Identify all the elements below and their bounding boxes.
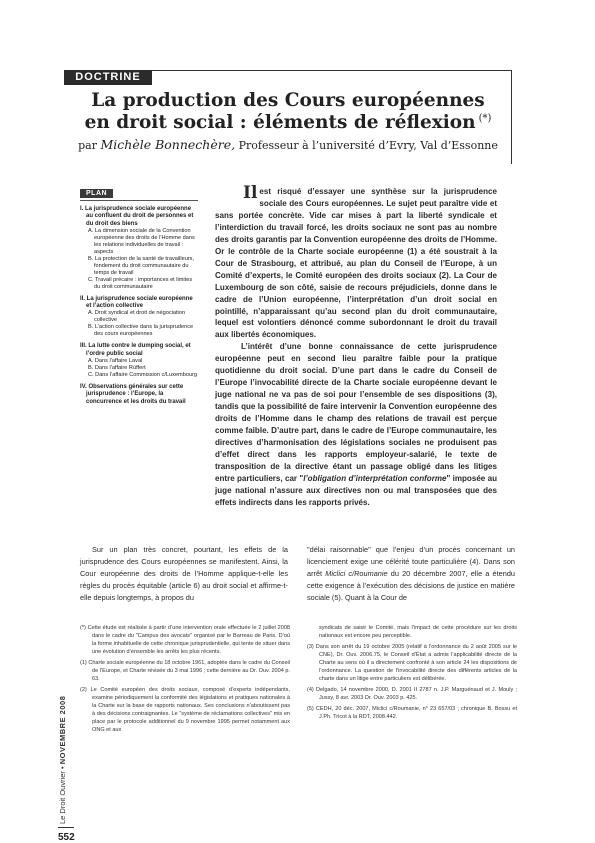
footnote-mark: (4) <box>307 687 314 693</box>
article-title-line2-text: en droit social : éléments de réflexion <box>84 112 476 133</box>
plan-box <box>80 182 198 406</box>
plan-section: I. La jurisprudence sociale européenne au confluent du droit de personnes et du droit des biens <box>80 206 194 227</box>
plan-item: B. Dans l’affaire Rüffert <box>88 365 146 372</box>
footnote-mark: (*) <box>80 625 86 631</box>
article-title-line1: La production des Cours européennes <box>91 90 485 111</box>
plan-section: III. La lutte contre le dumping social, et l’ordre public social <box>80 343 191 357</box>
footnotes-column-2 <box>307 624 517 724</box>
footnote-text: CEDH, 20 déc. 2007, Miclici c/Roumanie, n° 23 657/03 ; chronique B. Bossu et J.Ph. Tricot à la RDT, 2008.442. <box>315 706 517 720</box>
journal-name: Le Droit Ouvrier <box>58 771 67 824</box>
article-title-line2 <box>64 112 512 133</box>
plan-item: A. La dimension sociale de la Convention européenne des droits de l’Homme dans les relations individuelles de travail : aspects <box>88 227 195 255</box>
plan-item: B. L’action collective dans la jurisprudence des cours européennes <box>88 324 194 338</box>
intro-text <box>215 183 497 509</box>
body-column-2 <box>307 544 515 604</box>
byline-prefix: par <box>78 139 97 152</box>
title-footnote-mark: (*) <box>478 112 492 124</box>
author-name: Michèle Bonnechère, <box>100 137 236 152</box>
footnote-text: Charte sociale européenne du 18 octobre 1961, adoptée dans le cadre du Conseil de l’Europe, et Charte révisée du 3 mai 1996 ; cette dernière au Dr. Ouv. 2004 p. 63. <box>88 660 291 682</box>
body-text-a: "délai raisonnable" que l’enjeu d’un procès concernant un licenciement exige une célérité toute particulière (4). Dans son arrêt <box>307 545 515 579</box>
intro-paragraph-2-text-b: " imposée au juge national n’assure aux directives non ou mal transposées que des effets indirects dans les rapports privés. <box>215 473 497 507</box>
footnote <box>307 705 517 721</box>
plan-item: B. La protection de la santé de travailleurs, fondement du droit communautaire du temps de travail <box>88 255 195 276</box>
body-text-b: du 20 décembre 2007, elle a étendu cette exigence à l’exécution des décisions de justice en matière sociale (5). Quant à la Cour de <box>307 569 516 603</box>
section-tag: DOCTRINE <box>64 70 152 85</box>
page-number: 552 <box>58 832 75 843</box>
footnote-text: Le Comité européen des droits sociaux, composé d’experts indépendants, examine périodiquement la conformité des législations et pratiques nationales à la Charte sur la base de rapports nationaux. Ses conclusions n’aboutissent pas à des décisions contraignantes. Le "système de réclamations collectives" mis en place par le protocole additionnel du 9 novembre 1995 permet notamment aux ONG et aux <box>90 687 290 733</box>
plan-section: IV. Observations générales sur cette jurisprudence : l’Europe, la concurrence et les droits du travail <box>80 384 186 405</box>
footnote-text: Dans son arrêt du 19 octobre 2005 (relatif à l’ordonnance du 2 août 2005 sur le CNE), Dr. Ouv. 2006.75, le Conseil d’État a admis l’applicabilité directe de la Charte au sens où il a directement confronté à son article 24 les dispositions de l’ordonnance. La question de l’invocabilité directe des différents articles de la charte dans un litige entre particuliers est délibérée. <box>315 644 517 682</box>
footnote-text: Cette étude est réalisée à partir d’une intervention orale effectuée le 2 juillet 2008 dans le cadre du "Campus des avocats" organisé par le Barreau de Paris. D’où la forme inhabituelle de cette chronique jurisprudentielle, qui tente de situer dans une évolution d’ensemble les arrêts les plus récents. <box>87 625 290 655</box>
plan-item: A. Dans l’affaire Laval <box>88 358 143 365</box>
footnote-mark: (2) <box>80 687 87 693</box>
author-affiliation: Professeur à l’université d’Evry, Val d’Essonne <box>238 139 498 152</box>
footnote-mark: (3) <box>307 644 314 650</box>
intro-paragraph-2-text-a: L’intérêt d’une bonne connaissance de cette jurisprudence européenne peut en second lieu paraître faible pour la pratique quotidienne du droit social. D’une part dans le cadre du Conseil de l’Europe l’invocabilité directe de la Charte sociale européenne devant le juge national ne va pas de soi pour l’ensemble de ses dispositions (3), tandis que la possibilité de faire intervenir la Convention européenne des droits de l’Homme dans le champ des relations de travail est perçue comme faible. D’autre part, dans le cadre de l’Europe communautaire, les directives d’harmonisation des législations sociales ne produisent pas d’effet direct dans les rapports employeur-salarié, le texte de transposition de la directive étant un passage obligé dans les litiges entre particuliers, car " <box>215 342 497 483</box>
journal-running-head <box>58 606 67 824</box>
plan-divider <box>80 200 198 201</box>
journal-sidebar <box>58 606 68 824</box>
byline <box>64 137 512 152</box>
body-paragraph: Sur un plan très concret, pourtant, les effets de la jurisprudence des Cours européennes se manifestent. Ainsi, la Cour européenne des droits de l’Homme applique-t-elle les règles du procès équitable (article 6) au droit social et affirme-t-elle depuis longtemps, à propos du <box>80 545 288 603</box>
plan-item: A. Droit syndical et droit de négociation collective <box>88 310 186 324</box>
plan-item: C. Dans l’affaire Commission c/Luxembourg <box>88 372 198 379</box>
issue-date: NOVEMBRE 2008 <box>58 695 67 765</box>
body-column-1 <box>80 544 288 604</box>
plan-tag: PLAN <box>80 189 113 198</box>
footnote-mark: (5) <box>307 706 314 712</box>
footnote <box>80 686 290 734</box>
drop-cap: Il <box>243 183 258 203</box>
page-number-rule <box>58 827 74 828</box>
separator-bullet: • <box>58 766 67 769</box>
footnote-mark: (1) <box>80 660 87 666</box>
footnote-continuation: syndicats de saisir le Comité, mais l’impact de cette procédure sur les droits nationaux est encore peu perceptible. <box>319 625 517 639</box>
footnote <box>307 643 517 683</box>
plan-section: II. La jurisprudence sociale européenne et l’action collective <box>80 295 193 310</box>
intro-paragraph-2 <box>215 341 497 508</box>
footnote <box>80 659 290 683</box>
intro-paragraph-1 <box>215 183 497 341</box>
intro-paragraph-1-text: est risqué d’essayer une synthèse sur la jurisprudence sociale des Cours européennes. Le sujet peut paraître vide et sans portée concrète. Vide car mises à part la liberté syndicale et l’interdiction du travail forcé, les droits sociaux ne sont pas au nombre des droits garantis par la Convention européenne des droits de l’Homme. Or le contrôle de la Charte sociale européenne (1) a été soustrait à la Cour de Strasbourg, et attribué, au plan du Conseil de l’Europe, à un Comité d’experts, le Comité européen des droits sociaux (2). La Cour de Luxembourg de son côté, saisie de recours préjudiciels, donne dans le cadre de l’Union européenne, l’interprétation d’un droit social en pointillé, n’apparaissant qu’au second plan du droit communautaire, lequel est volontiers dénoncé comme subordonnant le droit du travail aux libertés économiques. <box>215 187 497 340</box>
case-name: Miclici c/Roumanie <box>325 569 388 579</box>
footnote <box>80 624 290 656</box>
plan-item: C. Travail précaire : importances et limites du droit communautaire <box>88 276 193 290</box>
footnote-text: Delgado, 14 novembre 2000, D. 2001 II 2787 n. J.P. Marguénaud et J. Mouly ; Jussy, 8 avr. 2003 Dr. Ouv. 2003 p. 425. <box>316 687 517 701</box>
footnote <box>307 686 517 702</box>
body-paragraph <box>307 544 515 604</box>
footnotes-column-1 <box>80 624 290 737</box>
intro-paragraph-2-emphasis: l’obligation d’interprétation conforme <box>303 473 447 483</box>
